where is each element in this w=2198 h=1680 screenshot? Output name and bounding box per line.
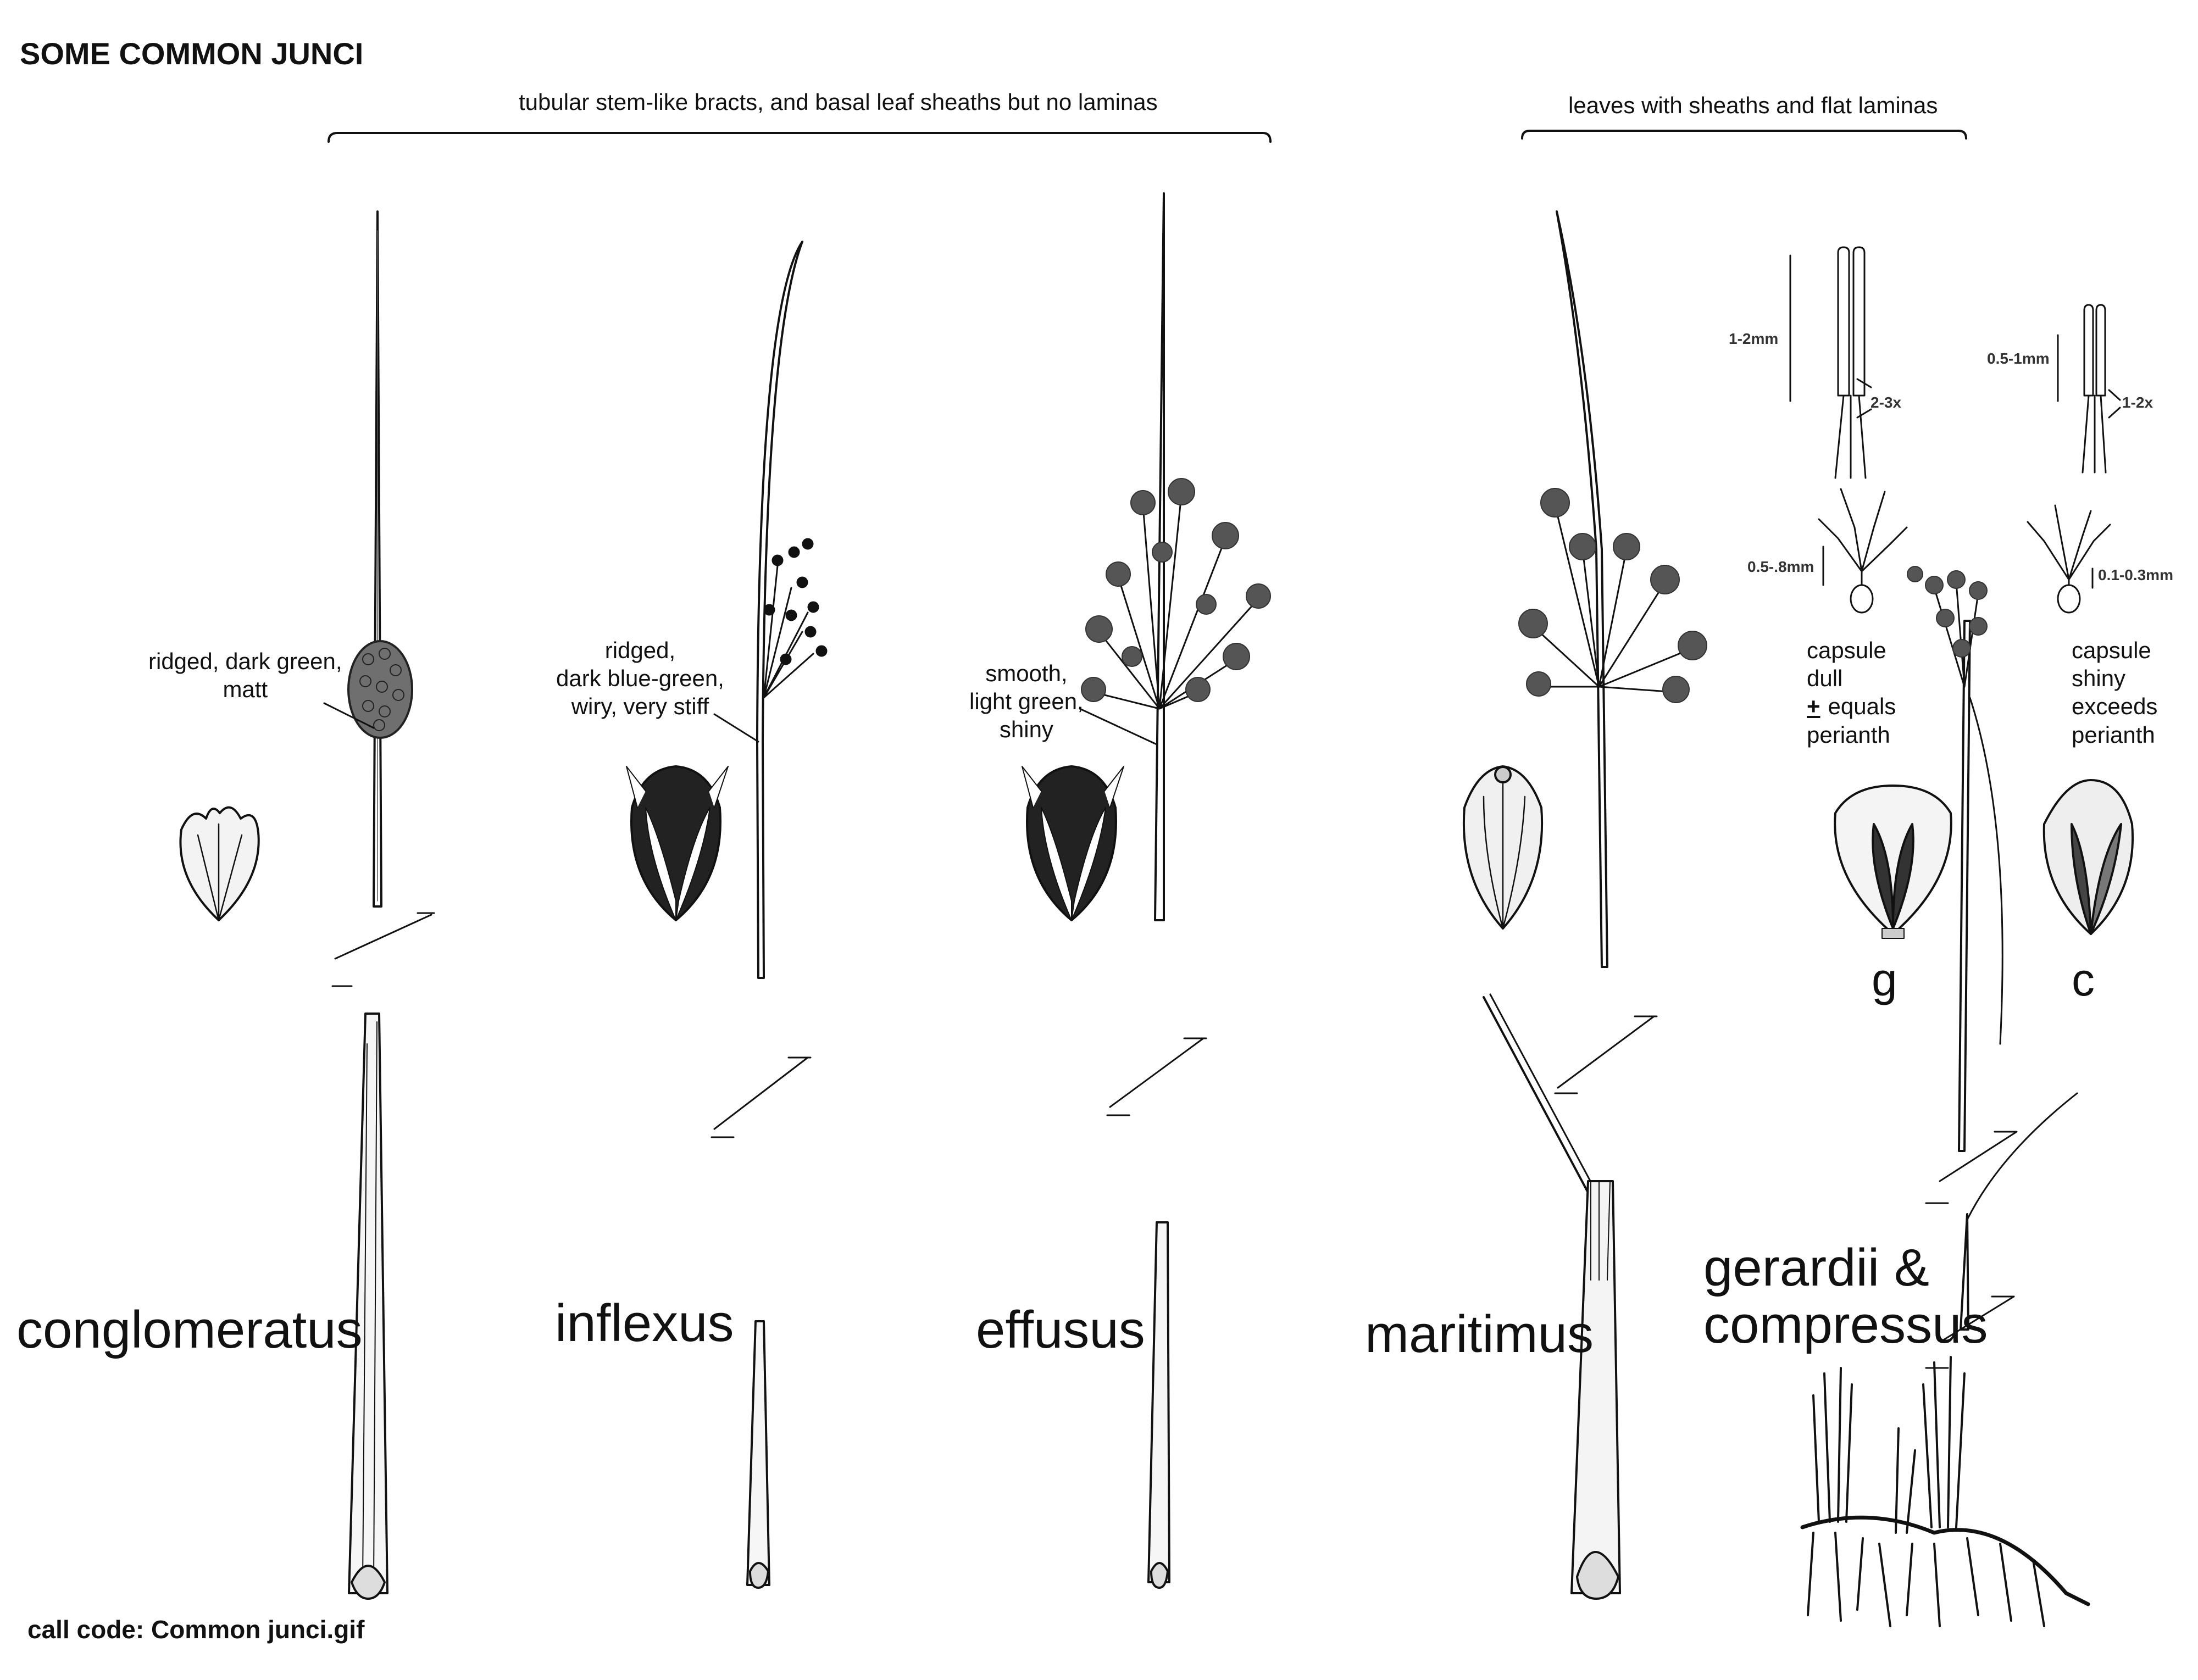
- effusus-note-line-1: smooth,: [985, 660, 1068, 686]
- gerardii-letter-label: g: [1872, 954, 1897, 1005]
- group-brace-laminas: [1522, 131, 1966, 138]
- g-capsule-note-line-1: capsule: [1807, 637, 1886, 663]
- inflexus-note-line-1: ridged,: [604, 637, 676, 663]
- g-capsule-note-line-2: dull: [1807, 665, 1843, 692]
- species-label-conglomeratus: conglomeratus: [16, 1300, 363, 1359]
- maritimus-basal-stem: [1484, 994, 1620, 1599]
- species-label-maritimus: maritimus: [1365, 1305, 1594, 1364]
- species-label-compressus: compressus: [1703, 1295, 1988, 1354]
- inflexus-note-line-2: dark blue-green,: [556, 665, 724, 692]
- group-label-laminas: leaves with sheaths and flat laminas: [1568, 92, 1938, 118]
- compressus-style-diagram: [2028, 505, 2110, 613]
- inflexus-basal-stem: [747, 1321, 769, 1588]
- gerardii-anther-diagram: [1790, 247, 1871, 478]
- c-capsule-note-line-2: shiny: [2072, 665, 2126, 692]
- effusus-basal-stem: [1148, 1222, 1169, 1588]
- gerardii-break-mark-1: [1926, 1132, 2017, 1203]
- effusus-note: [969, 659, 1084, 744]
- maritimus-capsule: [1464, 766, 1542, 928]
- maritimus-inflorescence: [1519, 488, 1707, 703]
- g-capsule-note-equals: equals: [1828, 693, 1896, 720]
- g-anther-length: 1-2mm: [1729, 330, 1779, 347]
- effusus-break-mark: [1107, 1038, 1206, 1115]
- inflexus-capsule: [626, 766, 728, 920]
- c-anther-ratio: 1-2x: [2122, 394, 2153, 411]
- conglomeratus-note-line-1: ridged, dark green,: [148, 648, 342, 674]
- gerardii-style-diagram: [1819, 489, 1907, 613]
- species-label-gerardii-compressus: [1703, 1239, 1988, 1353]
- g-anther-ratio: 2-3x: [1870, 394, 1902, 411]
- group-label-no-laminas: tubular stem-like bracts, and basal leaf sheaths but no laminas: [519, 89, 1158, 115]
- inflexus-break-mark: [712, 1058, 811, 1137]
- species-label-gerardii: gerardii &: [1703, 1238, 1929, 1297]
- gerardii-capsule: [1835, 786, 1951, 938]
- g-capsule-note: [1807, 636, 1896, 749]
- effusus-note-line-3: shiny: [999, 716, 1053, 743]
- species-label-inflexus: inflexus: [555, 1294, 734, 1353]
- maritimus-break-mark: [1555, 1016, 1657, 1093]
- compressus-anther-diagram: [2058, 305, 2120, 472]
- effusus-inflorescence: [1081, 479, 1270, 709]
- maritimus-stem: [1557, 212, 1607, 967]
- species-label-effusus: effusus: [976, 1300, 1145, 1359]
- compressus-capsule: [2044, 780, 2133, 934]
- conglomeratus-note: [148, 647, 342, 703]
- plus-minus-sign: +: [1807, 693, 1820, 720]
- conglomeratus-break-mark: [332, 913, 434, 986]
- compressus-letter-label: c: [2072, 954, 2095, 1005]
- inflexus-note: [556, 636, 724, 721]
- conglomeratus-capsule: [180, 808, 258, 920]
- inflexus-inflorescence: [764, 539, 826, 698]
- g-capsule-note-line-3: [1807, 692, 1896, 720]
- group-brace-no-laminas: [329, 133, 1270, 142]
- page-title: SOME COMMON JUNCI: [20, 36, 364, 71]
- c-capsule-note-line-1: capsule: [2072, 637, 2151, 663]
- effusus-note-leader: [1080, 709, 1157, 744]
- inflexus-note-line-3: wiry, very stiff: [571, 693, 709, 720]
- g-style-length: 0.5-.8mm: [1747, 558, 1814, 575]
- c-capsule-note: [2072, 636, 2157, 749]
- conglomeratus-note-line-2: matt: [223, 676, 268, 703]
- g-capsule-note-line-4: perianth: [1807, 721, 1890, 748]
- c-style-length: 0.1-0.3mm: [2098, 566, 2173, 583]
- conglomeratus-inflorescence: [348, 641, 412, 738]
- effusus-capsule: [1022, 766, 1124, 920]
- c-anther-length: 0.5-1mm: [1987, 350, 2050, 367]
- footer-call-code: call code: Common junci.gif: [27, 1615, 365, 1644]
- conglomeratus-upper-stem: [374, 212, 381, 906]
- effusus-note-line-2: light green,: [969, 688, 1084, 715]
- c-capsule-note-line-3: exceeds: [2072, 693, 2158, 720]
- c-capsule-note-line-4: perianth: [2072, 721, 2155, 748]
- gerardii-rhizome: [1802, 1357, 2088, 1626]
